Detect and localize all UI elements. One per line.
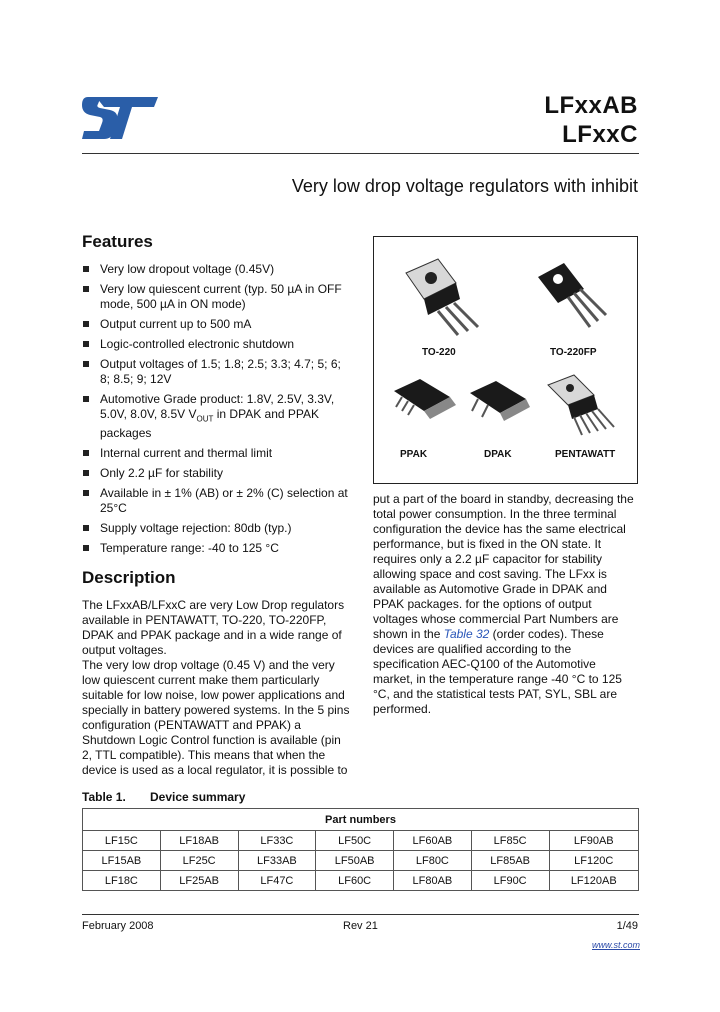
list-item: Very low quiescent current (typ. 50 µA in OFF mode, 500 µA in ON mode) — [82, 282, 352, 312]
website-link[interactable]: www.st.com — [591, 940, 640, 950]
table-header: Part numbers — [83, 809, 639, 831]
list-item: Internal current and thermal limit — [82, 446, 352, 461]
device-summary-table — [82, 808, 639, 891]
list-item: Automotive Grade product: 1.8V, 2.5V, 3.3V, 5.0V, 8.0V, 8.5V $V_{OUT}$ in DPAK and PPAK packages — [82, 392, 352, 441]
table-row: LF15AB LF25C LF33AB LF50AB LF80C LF85AB LF120C — [83, 851, 639, 871]
st-logo — [82, 95, 158, 141]
description-right-column: put a part of the board in standby, decreasing the total power consumption. In the three terminal configuration the device has the same electrical performance, but is fixed in the ON state. It requires only a 2.2 µF capacitor for stability allowing space and cost saving. The LFxx is available as Automotive Grade in DPAK and PPAK packages. for the options of output voltages whose commercial Part Numbers are shown in the Table 32 (order codes). These devices are qualified according to the specification AEC-Q100 of the Automotive market, in the temperature range -40 °C to 125 °C, and the statistical tests PAT, SYL, SBL are performed. — [373, 492, 634, 716]
header-divider — [82, 153, 639, 154]
list-item: Supply voltage rejection: 80db (typ.) — [82, 521, 352, 536]
footer-revision: Rev 21 — [343, 920, 378, 932]
list-item: Available in ± 1% (AB) or ± 2% (C) selection at 25°C — [82, 486, 352, 516]
to220fp-package-image — [534, 257, 624, 337]
footer-date: February 2008 — [82, 920, 154, 932]
description-paragraph: The LFxxAB/LFxxC are very Low Drop regulators available in PENTAWATT, TO-220, TO-220FP, DPAK and PPAK package and in a wide range of output voltages. — [82, 598, 345, 657]
table-row: LF15C LF18AB LF33C LF50C LF60AB LF85C LF90AB — [83, 831, 639, 851]
description-paragraph: The very low drop voltage (0.45 V) and the very low quiescent current make them particularly suitable for low noise, low power applications and specially in battery powered systems. In the 5 pins configuration (PENTAWATT and PPAK) a Shutdown Logic Control function is available (pin 2, TTL compatible). This means that when the device is used as a local regulator, it is possible to — [82, 658, 350, 777]
features-heading: Features — [82, 232, 153, 251]
doc-title-line2: LFxxC — [562, 121, 638, 148]
to220-package-image — [398, 253, 488, 343]
list-item: Very low dropout voltage (0.45V) — [82, 262, 352, 277]
features-list — [82, 262, 352, 561]
list-item: Output current up to 500 mA — [82, 317, 352, 332]
table-caption: Table 1. Device summary — [82, 790, 246, 804]
package-label: TO-220FP — [550, 347, 597, 358]
dpak-package-image — [464, 375, 534, 435]
package-label: TO-220 — [422, 347, 456, 358]
ppak-package-image — [390, 375, 460, 435]
pentawatt-package-image — [542, 371, 622, 441]
description-left-column — [82, 598, 352, 778]
list-item: Logic-controlled electronic shutdown — [82, 337, 352, 352]
footer-page-number: 1/49 — [616, 920, 638, 932]
package-label: PENTAWATT — [555, 449, 616, 460]
package-label: DPAK — [484, 449, 512, 460]
table-row: LF18C LF25AB LF47C LF60C LF80AB LF90C LF120AB — [83, 871, 639, 891]
doc-subtitle: Very low drop voltage regulators with inhibit — [291, 176, 638, 196]
table-32-link[interactable]: Table 32 — [443, 627, 490, 641]
package-label: PPAK — [400, 449, 428, 460]
doc-title-line1: LFxxAB — [544, 92, 638, 119]
list-item: Only 2.2 µF for stability — [82, 466, 352, 481]
list-item: Output voltages of 1.5; 1.8; 2.5; 3.3; 4.7; 5; 6; 8; 8.5; 9; 12V — [82, 357, 352, 387]
description-heading: Description — [82, 568, 176, 587]
package-figure — [373, 236, 638, 484]
footer-divider — [82, 914, 639, 915]
list-item: Temperature range: -40 to 125 °C — [82, 541, 352, 556]
